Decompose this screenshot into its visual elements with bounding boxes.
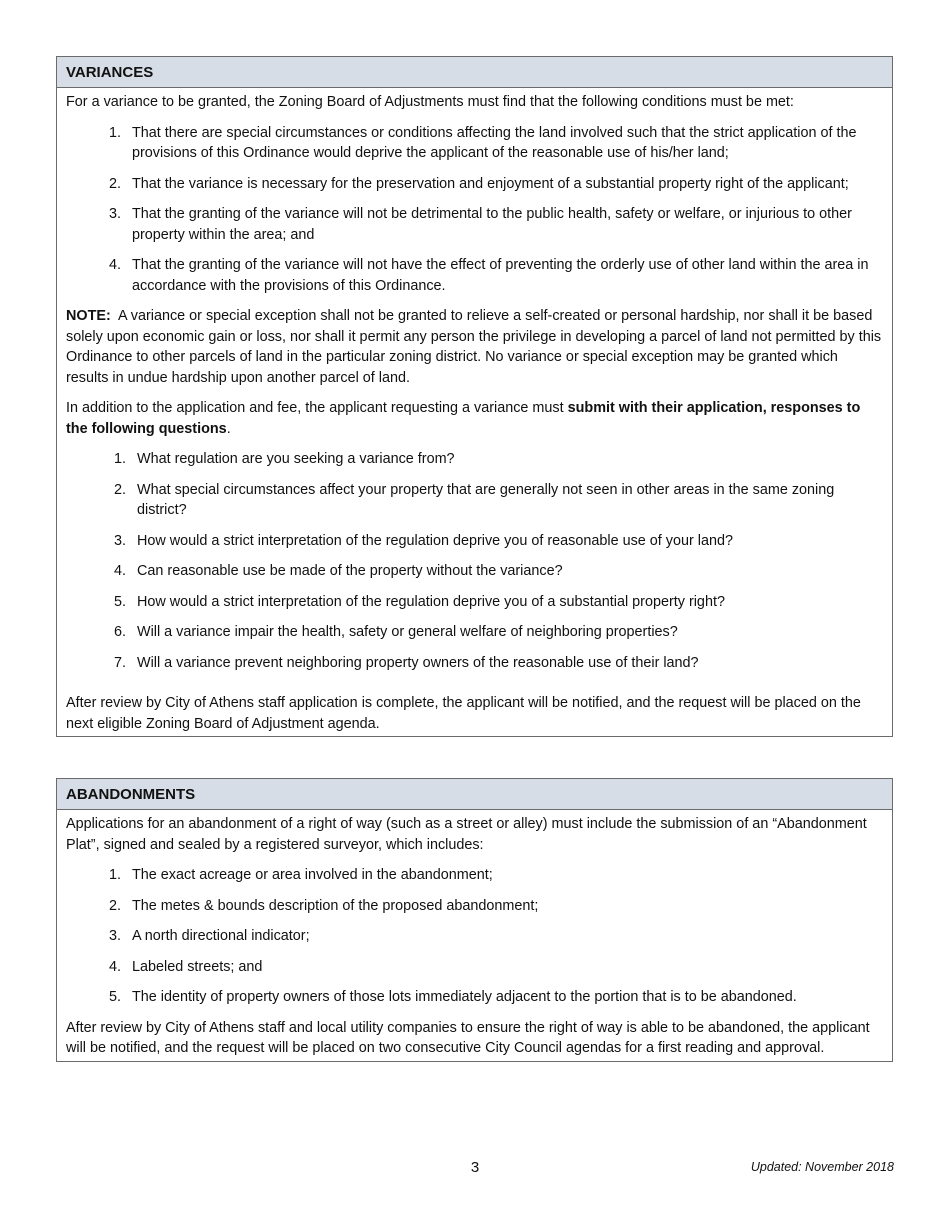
- note-label: NOTE:: [66, 308, 111, 324]
- abandonments-intro: Applications for an abandonment of a right of way (such as a street or alley) must include the submission of an “Abandonment Plat”, signed and sealed by a registered surveyor, which includes:: [66, 816, 867, 853]
- page-number: 3: [470, 1159, 480, 1176]
- variances-heading: VARIANCES: [57, 57, 892, 88]
- list-number: 1.: [113, 451, 126, 467]
- list-number: 4.: [108, 958, 121, 975]
- list-number: 3.: [108, 206, 121, 222]
- variances-section: [56, 56, 893, 737]
- list-text: That there are special circumstances or conditions affecting the land involved such that the strict application of the provisions of this Ordinance would deprive the applicant of the reasonable use of his/her land;: [132, 124, 857, 161]
- list-item: [66, 480, 883, 521]
- list-item: [66, 592, 883, 613]
- abandonments-closing: After review by City of Athens staff and local utility companies to ensure the right of way is able to be abandoned, the applicant will be notified, and the request will be placed on two consecutive City Council agendas for a first reading and approval.: [66, 1019, 870, 1056]
- list-number: 2.: [113, 481, 126, 498]
- list-number: 6.: [113, 624, 126, 640]
- list-text: Will a variance impair the health, safety or general welfare of neighboring properties?: [137, 624, 678, 640]
- list-item: [66, 204, 883, 245]
- list-text: That the variance is necessary for the preservation and enjoyment of a substantial property right of the applicant;: [132, 175, 849, 192]
- list-text: Labeled streets; and: [132, 958, 263, 975]
- list-text: What regulation are you seeking a variance from?: [137, 451, 455, 467]
- list-item: [66, 865, 883, 886]
- addition-bold: submit with their application, responses to the following questions: [66, 400, 861, 437]
- variances-addition: [66, 398, 883, 439]
- list-number: 7.: [113, 654, 126, 671]
- list-item: [66, 622, 883, 643]
- list-text: What special circumstances affect your property that are generally not seen in other areas in the same zoning district?: [137, 481, 835, 518]
- addition-text: In addition to the application and fee, the applicant requesting a variance must: [66, 400, 568, 416]
- list-text: The exact acreage or area involved in the abandonment;: [132, 867, 493, 883]
- list-item: [66, 123, 883, 164]
- note-text: A variance or special exception shall not be granted to relieve a self-created or personal hardship, nor shall it be based solely upon economic gain or loss, nor shall it permit any person the privilege in developing a parcel of land not permitted by this Ordinance to other parcels of land in the particular zoning district. No variance or special exception may be granted which results in undue hardship upon another parcel of land.: [66, 308, 882, 386]
- variances-closing: After review by City of Athens staff application is complete, the applicant will be notified, and the request will be placed on the next eligible Zoning Board of Adjustment agenda.: [66, 695, 861, 732]
- list-item: [66, 653, 883, 674]
- variances-note: [66, 306, 883, 388]
- list-text: How would a strict interpretation of the regulation deprive you of a substantial property right?: [137, 593, 725, 610]
- abandonments-heading: ABANDONMENTS: [57, 779, 892, 810]
- list-text: The metes & bounds description of the proposed abandonment;: [132, 897, 539, 914]
- abandonments-body: [57, 810, 892, 1059]
- list-number: 2.: [108, 175, 121, 192]
- list-text: How would a strict interpretation of the regulation deprive you of reasonable use of your land?: [137, 532, 733, 549]
- list-item: [66, 449, 883, 470]
- list-number: 4.: [108, 257, 121, 273]
- list-item: [66, 561, 883, 582]
- list-text: That the granting of the variance will not have the effect of preventing the orderly use of other land within the area in accordance with the provisions of this Ordinance.: [132, 257, 869, 294]
- variances-questions-list: [66, 449, 883, 673]
- list-text: Can reasonable use be made of the property without the variance?: [137, 563, 563, 579]
- list-item: [66, 957, 883, 978]
- list-item: [66, 531, 883, 552]
- list-text: Will a variance prevent neighboring property owners of the reasonable use of their land?: [137, 654, 699, 671]
- list-number: 3.: [113, 532, 126, 549]
- list-number: 5.: [108, 989, 121, 1005]
- list-number: 1.: [108, 124, 121, 141]
- list-number: 2.: [108, 897, 121, 914]
- list-number: 3.: [108, 928, 121, 944]
- list-item: [66, 255, 883, 296]
- variances-conditions-list: [66, 123, 883, 297]
- list-item: [66, 987, 883, 1008]
- variances-body: [57, 88, 892, 734]
- list-text: The identity of property owners of those lots immediately adjacent to the portion that is to be abandoned.: [132, 989, 797, 1005]
- list-text: A north directional indicator;: [132, 928, 310, 944]
- abandonments-section: [56, 778, 893, 1062]
- list-text: That the granting of the variance will not be detrimental to the public health, safety or welfare, or injurious to other property within the area; and: [132, 206, 852, 243]
- list-number: 4.: [113, 563, 126, 579]
- addition-end: .: [226, 420, 231, 437]
- updated-date: Updated: November 2018: [750, 1160, 894, 1174]
- list-number: 5.: [113, 593, 126, 610]
- list-item: [66, 926, 883, 947]
- list-item: [66, 896, 883, 917]
- list-item: [66, 174, 883, 195]
- abandonments-list: [66, 865, 883, 1008]
- list-number: 1.: [108, 867, 121, 883]
- variances-intro: For a variance to be granted, the Zoning Board of Adjustments must find that the following conditions must be met:: [66, 94, 794, 110]
